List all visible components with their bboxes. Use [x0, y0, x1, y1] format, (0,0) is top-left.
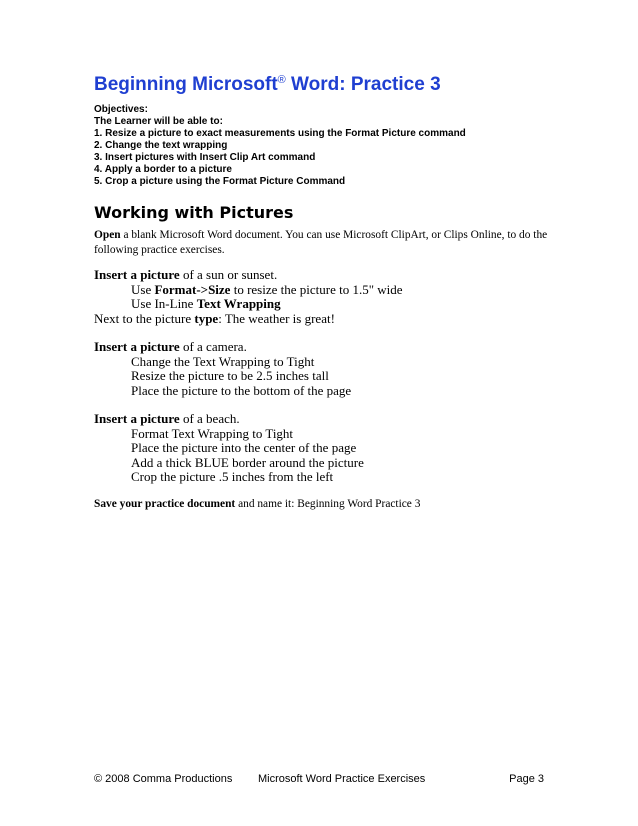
footer-copyright: © 2008 Comma Productions: [94, 773, 233, 785]
step-bold: Text Wrapping: [196, 296, 281, 311]
exercise-3-lead-text: of a beach.: [179, 411, 240, 426]
exercise-2-step: Change the Text Wrapping to Tight: [131, 353, 315, 369]
exercise-2-lead-bold: Insert a picture: [94, 339, 180, 354]
exercise-3-lead-bold: Insert a picture: [94, 411, 180, 426]
page-title: [94, 74, 441, 96]
footer-page-number: Page 3: [509, 773, 544, 785]
exercise-1-step: [94, 297, 574, 312]
exercise-1-lead-text: of a sun or sunset.: [179, 267, 278, 282]
save-text: and name it: Beginning Word Practice 3: [235, 498, 421, 510]
step-text: Use: [131, 281, 155, 297]
save-instruction: [94, 498, 420, 510]
exercise-1-step: [94, 283, 574, 298]
exercise-3-lead: [94, 412, 574, 427]
footer-center: Microsoft Word Practice Exercises: [258, 773, 426, 785]
step-bold: type: [194, 310, 219, 326]
registered-mark: ®: [277, 74, 286, 86]
title-rest: Word: Practice 3: [285, 74, 441, 95]
step-text: : The weather is great!: [218, 310, 335, 326]
exercise-1-step: [94, 312, 574, 327]
exercise-3-step: Add a thick BLUE border around the picture: [131, 454, 364, 470]
exercise-2-step: Resize the picture to be 2.5 inches tall: [131, 368, 329, 383]
exercise-2-lead: [94, 340, 574, 355]
objective-item: 4. Apply a border to a picture: [94, 164, 232, 175]
exercise-1: [94, 268, 574, 326]
step-text: Use In-Line: [131, 296, 197, 311]
exercise-2-lead-text: of a camera.: [179, 339, 247, 354]
objective-item: 3. Insert pictures with Insert Clip Art command: [94, 152, 316, 163]
exercise-3-step: Crop the picture .5 inches from the left: [131, 469, 334, 484]
objective-item: 5. Crop a picture using the Format Picture Command: [94, 176, 346, 187]
objective-item: 2. Change the text wrapping: [94, 140, 228, 151]
title-main: Beginning Microsoft: [94, 74, 278, 95]
objectives-lead: The Learner will be able to:: [94, 116, 223, 127]
objective-item: 1. Resize a picture to exact measurements using the Format Picture command: [94, 128, 466, 139]
section-heading: Working with Pictures: [94, 203, 294, 222]
exercise-2: [94, 340, 574, 398]
intro-text: a blank Microsoft Word document. You can use Microsoft ClipArt, or Clips Online, to do the following practice exercises.: [94, 229, 548, 256]
step-text: Next to the picture: [94, 310, 195, 326]
exercise-3-step: Place the picture into the center of the page: [131, 440, 357, 455]
step-bold: Format->Size: [154, 281, 231, 297]
exercise-3-step: Format Text Wrapping to Tight: [131, 425, 294, 441]
save-bold: Save your practice document: [94, 498, 236, 510]
objectives-list: [94, 104, 466, 188]
intro-paragraph: [94, 228, 564, 258]
objectives-heading: Objectives:: [94, 104, 148, 115]
exercise-3: [94, 412, 574, 485]
exercise-1-lead-bold: Insert a picture: [94, 267, 180, 282]
intro-bold: Open: [94, 229, 121, 241]
exercise-2-step: Place the picture to the bottom of the page: [131, 382, 352, 398]
exercise-1-lead: [94, 268, 574, 283]
step-text: to resize the picture to 1.5" wide: [230, 281, 403, 297]
